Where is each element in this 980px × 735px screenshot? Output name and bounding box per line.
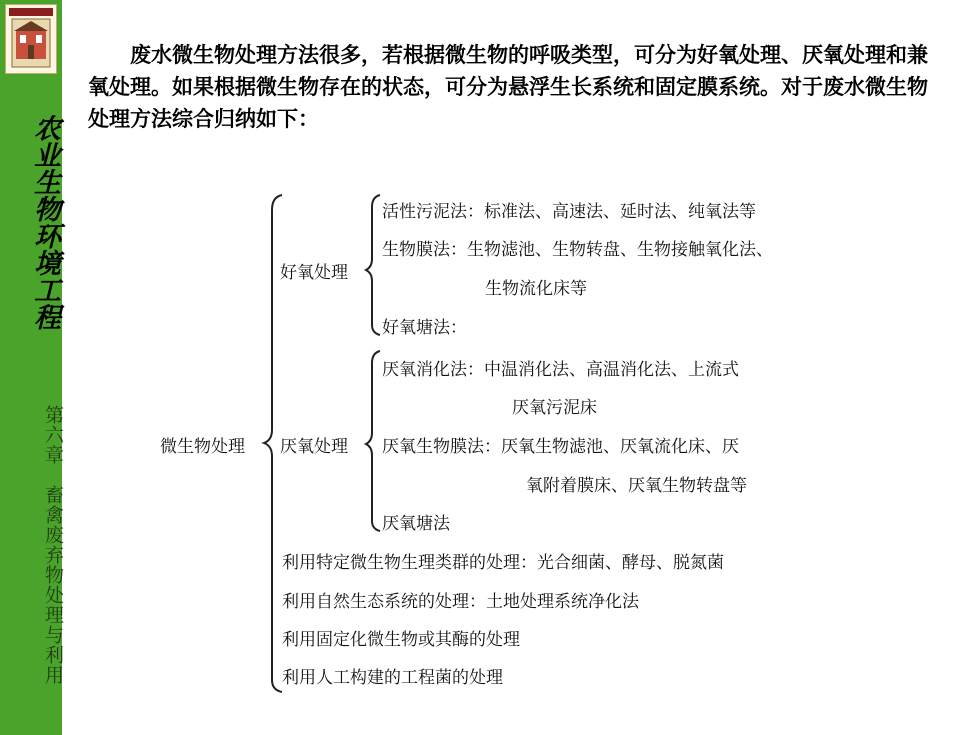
aerobic-item: 生物流化床等 — [485, 279, 587, 299]
anaerobic-item: 厌氧污泥床 — [512, 398, 597, 418]
chapter-title: 第六章 畜禽废弃物处理与利用 — [42, 404, 64, 685]
anaerobic-item: 厌氧消化法：中温消化法、高温消化法、上流式 — [382, 360, 739, 380]
sidebar — [0, 0, 62, 735]
other-method: 利用自然生态系统的处理：土地处理系统净化法 — [282, 592, 639, 612]
aerobic-item: 活性污泥法：标准法、高速法、延时法、纯氧法等 — [382, 202, 756, 222]
aerobic-item: 好氧塘法： — [382, 318, 467, 338]
anaerobic-node: 厌氧处理 — [280, 437, 348, 457]
anaerobic-item: 厌氧塘法 — [382, 514, 450, 534]
other-method: 利用人工构建的工程菌的处理 — [282, 668, 503, 688]
anaerobic-item: 氧附着膜床、厌氧生物转盘等 — [526, 476, 747, 496]
anaerobic-item: 厌氧生物膜法：厌氧生物滤池、厌氧流化床、厌 — [382, 437, 739, 457]
aerobic-node: 好氧处理 — [280, 263, 348, 283]
intro-paragraph: 废水微生物处理方法很多，若根据微生物的呼吸类型，可分为好氧处理、厌氧处理和兼氧处理。如果根据微生物存在的状态，可分为悬浮生长系统和固定膜系统。对于废水微生物处理方法综合归纳如下： — [88, 43, 928, 131]
classification-diagram — [152, 185, 872, 695]
university-logo — [5, 4, 57, 74]
university-emblem-icon — [6, 5, 56, 73]
course-title: 农业生物环境工程 — [29, 114, 60, 330]
other-method: 利用固定化微生物或其酶的处理 — [282, 630, 520, 650]
aerobic-item: 生物膜法：生物滤池、生物转盘、生物接触氧化法、 — [382, 240, 773, 260]
other-method: 利用特定微生物生理类群的处理：光合细菌、酵母、脱氮菌 — [282, 553, 724, 573]
root-node: 微生物处理 — [160, 437, 245, 457]
